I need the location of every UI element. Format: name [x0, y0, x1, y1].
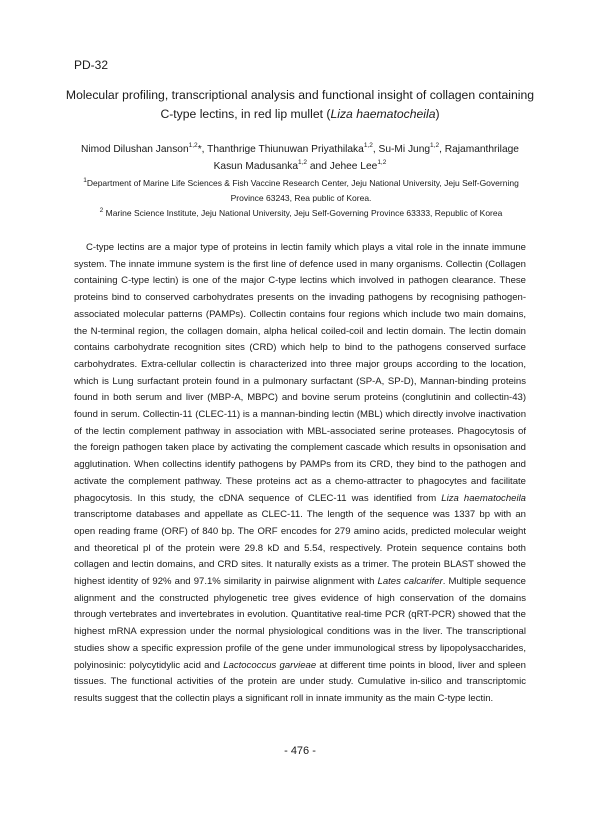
author-affiliation-marker: 1,2: [377, 159, 387, 167]
affiliation-marker: 1: [83, 176, 87, 184]
title-species-name: Liza haematocheila: [330, 107, 436, 121]
affiliation-1: [66, 176, 536, 206]
author-name: , Rajamanthrilage Kasun Madusanka: [213, 144, 519, 172]
abstract-text: C-type lectins are a major type of proteins in lectin family which plays a vital role in the innate immune system. The innate immune system is the first line of defence used in many organisms. Collectin (Collagen containing C-type lectin) is one of the major C-type lectins which involved in pathogen clearance. These proteins bind to conserved carbohydrates presents on the invading pathogens by recognising pathogen-associated molecular patterns (PAMPs). Collectin contains four regions which include two main domains, the N-terminal region, the collagen domain, alpha helical coiled-coil and lectin domain. The lectin domain contains carbohydrate recognition sites (CRD) which help to bind to the pathogens conserved surface carbohydrates. Extra-cellular collectin is characterized into three major groups according to the location, which is Lung surfactant protein found in a pulmonary surfactant (SP-A, SP-D), Mannan-binding proteins found in both serum and liver (MBP-A, MBPC) and bovine serum proteins (conglutinin and collectin-43) found in serum. Collectin-11 (CLEC-11) is a mannan-binding lectin (MBL) which directly involve inactivation of the lectin complement pathway in association with MBL-associated serine proteases. Phagocytosis of the foreign pathogen taken place by activating the complement cascade which results in opsonisation and agglutination. When collectins identify pathogens by PAMPs from its CRD, they bind to the pathogen and activate the complement pathway. These proteins act as a chemo-attracter to phagocytes and facilitate phagocytosis. In this study, the cDNA sequence of CLEC-11 was identified from: [74, 242, 526, 504]
author-affiliation-marker: 1,2: [363, 142, 373, 150]
author-name: *, Thanthrige Thiunuwan Priyathilaka: [197, 144, 364, 155]
author-list: [70, 141, 530, 175]
paper-title: [60, 86, 540, 124]
affiliation-marker: 2: [99, 206, 104, 214]
author-name: and Jehee Lee: [307, 161, 378, 172]
author-name: , Su-Mi Jung: [372, 144, 431, 155]
abstract-body: [74, 240, 526, 708]
author-affiliation-marker: 1,2: [298, 159, 308, 167]
abstract-code: PD-32: [74, 58, 109, 72]
page-number: - 476 -: [284, 745, 316, 757]
author-name: Nimod Dilushan Janson: [81, 144, 189, 155]
abstract-species-name: Lates calcarifer: [377, 576, 443, 588]
abstract-text: at different time points in blood, liver and spleen tissues. The functional activities of the protein are under study. Cumulative in-silico and transcriptomic results suggest that the collectin plays a significant roll in innate immunity as the main C-type lectin.: [74, 659, 526, 704]
title-text-end: ): [435, 107, 440, 121]
affiliation-2: [66, 206, 536, 221]
abstract-text: . Multiple sequence alignment and the constructed phylogenetic tree gives evidence of high conservation of the domains through vertebrates and invertebrates in evolution. Quantitative real-time PCR (qRT-PCR) showed that the highest mRNA expression under the normal physiological conditions was in the liver. The transcriptional studies show a specific expression profile of the gene under immunological stress by lipopolysaccharides, polyinosinic: polycytidylic acid and: [74, 576, 526, 671]
author-affiliation-marker: 1,2: [188, 142, 198, 150]
abstract-text: transcriptome databases and appellate as CLEC-11. The length of the sequence was 1337 bp with an open reading frame (ORF) of 840 bp. The ORF encodes for 279 amino acids, predicted molecular weight and theoretical pI of the protein were 29.8 kD and 5.54, respectively. Protein sequence contains both collagen and lectin domains, and CRD sites. It naturally exists as a trimer. The protein BLAST showed the highest identity of 92% and 97.1% similarity in pairwise alignment with: [74, 509, 526, 588]
abstract-species-name: Lactococcus garvieae: [223, 659, 317, 671]
affiliation-text: Marine Science Institute, Jeju National University, Jeju Self-Governing Province 63333, Republic of Korea: [103, 208, 503, 218]
abstract-species-name: Liza haematocheila: [441, 492, 526, 504]
affiliation-text: Department of Marine Life Sciences & Fish Vaccine Research Center, Jeju National University, Jeju Self-Governing Province 63243, Rea public of Korea.: [86, 178, 519, 203]
author-affiliation-marker: 1,2: [430, 142, 440, 150]
title-text: Molecular profiling, transcriptional analysis and functional insight of collagen containing C-type lectins, in red lip mullet (: [65, 88, 535, 121]
